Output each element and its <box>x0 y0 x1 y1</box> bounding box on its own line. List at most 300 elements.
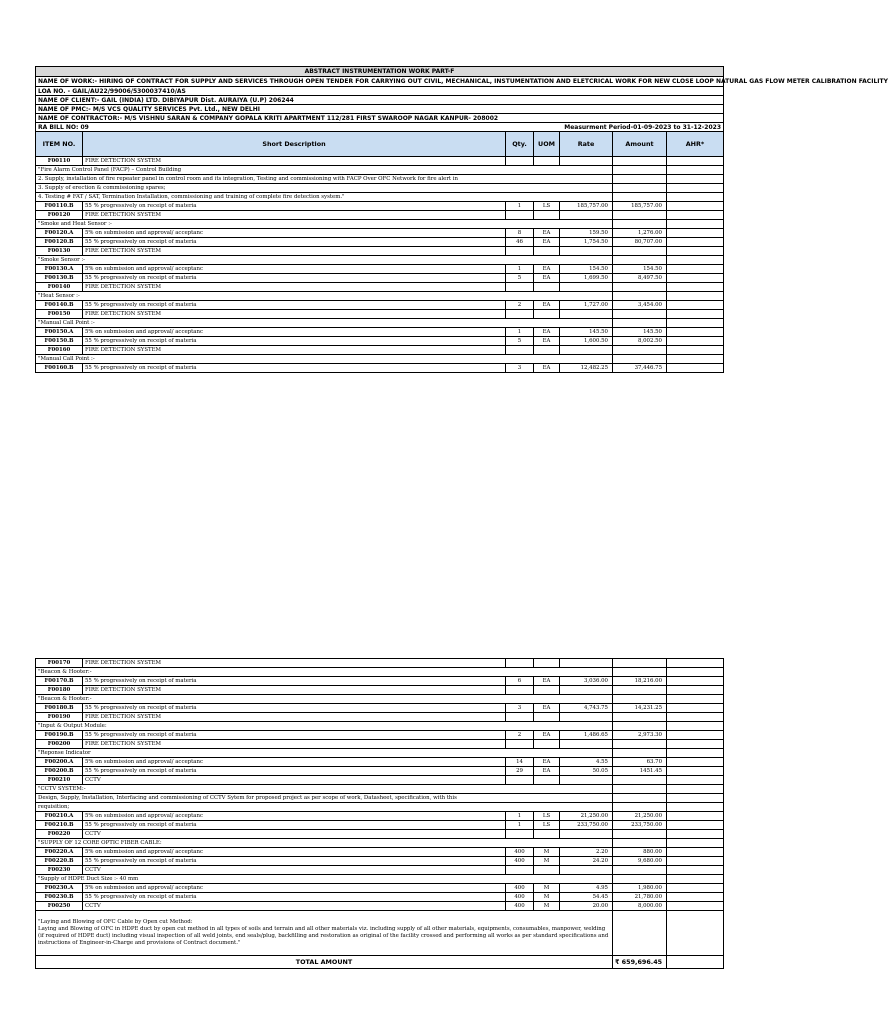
description-text-row <box>36 695 724 704</box>
item-ahr <box>667 830 724 839</box>
sheet-title: ABSTRACT INSTRUMENTATION WORK PART-F <box>36 67 724 77</box>
item-qty <box>506 776 534 785</box>
table-row <box>36 211 724 220</box>
table-row <box>36 301 724 310</box>
item-description: 55 % progressively on receipt of materia <box>83 238 506 247</box>
item-rate: 1,699.50 <box>560 274 613 283</box>
item-qty: 1 <box>506 328 534 337</box>
ra-bill-no: RA BILL NO: 09 <box>36 123 476 132</box>
item-ahr <box>667 848 724 857</box>
item-qty: 3 <box>506 704 534 713</box>
item-amount <box>613 247 667 256</box>
item-rate: 1,754.50 <box>560 238 613 247</box>
item-code: F00200.A <box>36 758 83 767</box>
item-uom: EA <box>534 328 560 337</box>
table-row <box>36 283 724 292</box>
item-uom: EA <box>534 301 560 310</box>
table-row <box>36 659 724 668</box>
item-qty: 14 <box>506 758 534 767</box>
table-row <box>36 812 724 821</box>
table-row <box>36 247 724 256</box>
item-rate <box>560 830 613 839</box>
item-description: 55 % progressively on receipt of materia <box>83 821 506 830</box>
item-qty <box>506 283 534 292</box>
measurement-period: Measurment Period-01-09-2023 to 31-12-2023 <box>476 123 724 132</box>
item-description: 5% on submission and approval/ acceptanc <box>83 812 506 821</box>
table-row <box>36 713 724 722</box>
item-ahr <box>667 758 724 767</box>
item-qty: 1 <box>506 202 534 211</box>
item-description: 5% on submission and approval/ acceptanc <box>83 758 506 767</box>
item-amount: 21,780.00 <box>613 893 667 902</box>
item-code: F00210 <box>36 776 83 785</box>
item-code: F00180.B <box>36 704 83 713</box>
item-code: F00200.B <box>36 767 83 776</box>
item-uom: M <box>534 893 560 902</box>
item-ahr <box>667 713 724 722</box>
total-row <box>36 956 724 969</box>
item-qty: 400 <box>506 857 534 866</box>
item-uom <box>534 659 560 668</box>
item-qty: 2 <box>506 731 534 740</box>
description-text: Design, Supply, Installation, Interfacing and commissioning of CCTV Sytem for proposed project as per scope of work, Datasheet, specification, with this <box>36 794 613 803</box>
item-description: FIRE DETECTION SYSTEM <box>83 157 506 166</box>
item-qty <box>506 866 534 875</box>
table-row <box>36 337 724 346</box>
item-description: 55 % progressively on receipt of materia <box>83 767 506 776</box>
table-row <box>36 686 724 695</box>
item-ahr <box>667 247 724 256</box>
item-qty <box>506 346 534 355</box>
item-qty <box>506 740 534 749</box>
item-description: 55 % progressively on receipt of materia <box>83 893 506 902</box>
item-amount <box>613 157 667 166</box>
item-uom <box>534 211 560 220</box>
table-row <box>36 364 724 373</box>
description-text-row <box>36 794 724 803</box>
item-ahr <box>667 731 724 740</box>
item-amount: 1,980.00 <box>613 884 667 893</box>
item-rate: 185,757.00 <box>560 202 613 211</box>
item-code: F00130 <box>36 247 83 256</box>
description-text: "Manual Call Point :- <box>36 355 613 364</box>
item-description: 55 % progressively on receipt of materia <box>83 677 506 686</box>
description-text: "CCTV SYSTEM:- <box>36 785 613 794</box>
item-rate: 4.55 <box>560 758 613 767</box>
item-qty: 1 <box>506 265 534 274</box>
item-code: F00250 <box>36 902 83 911</box>
item-qty <box>506 310 534 319</box>
item-uom <box>534 866 560 875</box>
item-amount: 14,231.25 <box>613 704 667 713</box>
item-ahr <box>667 364 724 373</box>
items-body-page-2 <box>36 659 724 911</box>
item-uom: EA <box>534 758 560 767</box>
item-ahr <box>667 274 724 283</box>
description-text-row <box>36 292 724 301</box>
item-rate <box>560 776 613 785</box>
item-uom: EA <box>534 229 560 238</box>
item-rate <box>560 283 613 292</box>
item-description: CCTV <box>83 902 506 911</box>
item-qty: 8 <box>506 229 534 238</box>
item-uom: EA <box>534 238 560 247</box>
description-text: "Beacon & Hooter:- <box>36 668 613 677</box>
table-row <box>36 274 724 283</box>
item-amount <box>613 310 667 319</box>
item-qty <box>506 157 534 166</box>
item-uom: LS <box>534 202 560 211</box>
item-code: F00140 <box>36 283 83 292</box>
table-row <box>36 328 724 337</box>
name-of-work: NAME OF WORK:- HIRING OF CONTRACT FOR SUPPLY AND SERVICES THROUGH OPEN TENDER FOR CARRYING OUT CIVIL, MECHANICAL, INSTUMENTATION AND ELETCRICAL WORK FOR NEW CLOSE LOOP NATURAL GAS FLOW METER CALIBRATION FACILITY <box>36 77 724 87</box>
description-text: "SUPPLY OF 12 CORE OPTIC FIBER CABLE: <box>36 839 613 848</box>
item-code: F00140.B <box>36 301 83 310</box>
item-code: F00160 <box>36 346 83 355</box>
item-code: F00180 <box>36 686 83 695</box>
item-ahr <box>667 857 724 866</box>
col-uom: UOM <box>534 132 560 157</box>
description-text-row <box>36 256 724 265</box>
item-amount <box>613 211 667 220</box>
item-qty: 46 <box>506 238 534 247</box>
item-uom: EA <box>534 704 560 713</box>
item-qty: 400 <box>506 848 534 857</box>
col-item-no: ITEM NO. <box>36 132 83 157</box>
item-description: FIRE DETECTION SYSTEM <box>83 283 506 292</box>
item-amount: 37,446.75 <box>613 364 667 373</box>
description-text-row <box>36 785 724 794</box>
item-amount: 21,250.00 <box>613 812 667 821</box>
item-qty: 6 <box>506 677 534 686</box>
description-text-row <box>36 193 724 202</box>
item-code: F00150.B <box>36 337 83 346</box>
item-rate <box>560 211 613 220</box>
item-qty: 400 <box>506 902 534 911</box>
item-uom <box>534 686 560 695</box>
item-qty: 3 <box>506 364 534 373</box>
col-amount: Amount <box>613 132 667 157</box>
item-uom: EA <box>534 274 560 283</box>
item-ahr <box>667 301 724 310</box>
table-row <box>36 848 724 857</box>
item-uom <box>534 830 560 839</box>
item-description: 5% on submission and approval/ acceptanc <box>83 848 506 857</box>
table-row <box>36 902 724 911</box>
item-ahr <box>667 337 724 346</box>
item-uom <box>534 740 560 749</box>
item-amount: 1451.45 <box>613 767 667 776</box>
item-rate: 1,600.50 <box>560 337 613 346</box>
item-uom <box>534 713 560 722</box>
item-rate: 4.95 <box>560 884 613 893</box>
item-uom: EA <box>534 364 560 373</box>
table-row <box>36 229 724 238</box>
item-code: F00230 <box>36 866 83 875</box>
description-text-row <box>36 875 724 884</box>
item-code: F00220.B <box>36 857 83 866</box>
item-rate <box>560 310 613 319</box>
item-rate: 145.50 <box>560 328 613 337</box>
item-code: F00120.B <box>36 238 83 247</box>
item-description: 55 % progressively on receipt of materia <box>83 301 506 310</box>
item-amount <box>613 740 667 749</box>
table-row <box>36 866 724 875</box>
item-ahr <box>667 229 724 238</box>
description-text: "Beacon & Hooter:- <box>36 695 613 704</box>
item-description: 55 % progressively on receipt of materia <box>83 202 506 211</box>
item-ahr <box>667 677 724 686</box>
item-amount: 185,757.00 <box>613 202 667 211</box>
item-amount <box>613 776 667 785</box>
item-uom <box>534 346 560 355</box>
item-code: F00230.B <box>36 893 83 902</box>
item-amount: 63.70 <box>613 758 667 767</box>
item-rate: 21,250.00 <box>560 812 613 821</box>
item-ahr <box>667 776 724 785</box>
item-description: 5% on submission and approval/ acceptanc <box>83 328 506 337</box>
item-description: FIRE DETECTION SYSTEM <box>83 686 506 695</box>
item-uom: M <box>534 902 560 911</box>
item-ahr <box>667 328 724 337</box>
description-text: "Input & Output Module: <box>36 722 613 731</box>
item-amount: 1,276.00 <box>613 229 667 238</box>
item-qty <box>506 830 534 839</box>
table-row <box>36 821 724 830</box>
table-row <box>36 767 724 776</box>
description-text: "Smoke and Heat Sensor :- <box>36 220 613 229</box>
item-code: F00130.B <box>36 274 83 283</box>
item-description: CCTV <box>83 830 506 839</box>
item-ahr <box>667 686 724 695</box>
description-text: "Manual Call Point :- <box>36 319 613 328</box>
description-text-row <box>36 319 724 328</box>
item-amount: 154.50 <box>613 265 667 274</box>
description-text: "Reponse Indicator <box>36 749 613 758</box>
item-description: CCTV <box>83 776 506 785</box>
col-description: Short Description <box>83 132 506 157</box>
item-code: F00170.B <box>36 677 83 686</box>
item-code: F00210.B <box>36 821 83 830</box>
item-amount: 8,497.50 <box>613 274 667 283</box>
item-uom: EA <box>534 337 560 346</box>
item-description: 55 % progressively on receipt of materia <box>83 337 506 346</box>
table-row <box>36 830 724 839</box>
item-rate: 12,482.25 <box>560 364 613 373</box>
item-amount: 9,680.00 <box>613 857 667 866</box>
table-row <box>36 704 724 713</box>
total-label: TOTAL AMOUNT <box>36 956 613 969</box>
item-qty: 29 <box>506 767 534 776</box>
item-qty: 400 <box>506 884 534 893</box>
table-row <box>36 740 724 749</box>
item-uom: EA <box>534 265 560 274</box>
item-description: 55 % progressively on receipt of materia <box>83 857 506 866</box>
item-rate: 54.45 <box>560 893 613 902</box>
item-uom: EA <box>534 677 560 686</box>
item-amount <box>613 866 667 875</box>
item-rate: 24.20 <box>560 857 613 866</box>
item-qty: 2 <box>506 301 534 310</box>
item-description: 5% on submission and approval/ acceptanc <box>83 229 506 238</box>
item-amount: 18,216.00 <box>613 677 667 686</box>
item-code: F00150.A <box>36 328 83 337</box>
table-row <box>36 857 724 866</box>
description-text-row <box>36 722 724 731</box>
item-description: FIRE DETECTION SYSTEM <box>83 346 506 355</box>
col-ahr: AHR* <box>667 132 724 157</box>
item-ahr <box>667 310 724 319</box>
table-row <box>36 758 724 767</box>
item-ahr <box>667 866 724 875</box>
item-amount: 8,002.50 <box>613 337 667 346</box>
description-text-row <box>36 355 724 364</box>
item-description: 5% on submission and approval/ acceptanc <box>83 884 506 893</box>
item-amount: 8,000.00 <box>613 902 667 911</box>
item-rate <box>560 740 613 749</box>
item-description: FIRE DETECTION SYSTEM <box>83 211 506 220</box>
item-code: F00120.A <box>36 229 83 238</box>
total-amount: ₹ 659,696.45 <box>613 956 667 969</box>
item-uom: M <box>534 884 560 893</box>
description-text: "Fire Alarm Control Panel (FACP) – Control Building <box>36 166 613 175</box>
table-row <box>36 157 724 166</box>
col-rate: Rate <box>560 132 613 157</box>
item-rate: 20.00 <box>560 902 613 911</box>
description-text-row <box>36 175 724 184</box>
item-rate <box>560 247 613 256</box>
item-ahr <box>667 659 724 668</box>
item-amount <box>613 686 667 695</box>
table-row <box>36 776 724 785</box>
item-ahr <box>667 893 724 902</box>
item-description: FIRE DETECTION SYSTEM <box>83 740 506 749</box>
item-description: 55 % progressively on receipt of materia <box>83 364 506 373</box>
item-ahr <box>667 902 724 911</box>
item-uom: M <box>534 848 560 857</box>
header-table <box>35 66 888 123</box>
item-amount <box>613 713 667 722</box>
item-amount: 880.00 <box>613 848 667 857</box>
item-rate: 1,727.00 <box>560 301 613 310</box>
item-code: F00110 <box>36 157 83 166</box>
item-ahr <box>667 812 724 821</box>
item-uom <box>534 283 560 292</box>
item-code: F00190.B <box>36 731 83 740</box>
item-ahr <box>667 884 724 893</box>
description-text-row <box>36 220 724 229</box>
table-row <box>36 202 724 211</box>
description-text: "Supply of HDPE Duct Size :- 40 mm <box>36 875 613 884</box>
abstract-sheet-page-1 <box>35 66 888 373</box>
item-ahr <box>667 157 724 166</box>
item-rate: 1,486.65 <box>560 731 613 740</box>
table-row <box>36 265 724 274</box>
item-qty <box>506 247 534 256</box>
item-code: F00190 <box>36 713 83 722</box>
item-code: F00210.A <box>36 812 83 821</box>
item-uom: EA <box>534 767 560 776</box>
item-amount: 145.50 <box>613 328 667 337</box>
item-uom: LS <box>534 821 560 830</box>
item-rate: 233,750.00 <box>560 821 613 830</box>
item-uom <box>534 247 560 256</box>
final-description: "Laying and Blowing of OFC Cable by Open cut Method: Laying and Blowing of OFC in HDPE duct by open cut method in all types of soils and terrain and all other materials viz. including supply of all other materials, equipments, consumables, manpower, welding (if required of HDPE duct) including visual inspection of all weld joints, end seals/plug, backfilling and restoration as original of the facility crossed and performing all works as per standard specifications and instructions of Engineer-in-Charge and provisions of Contract document." <box>36 911 613 956</box>
item-code: F00200 <box>36 740 83 749</box>
item-amount <box>613 283 667 292</box>
table-row <box>36 346 724 355</box>
item-code: F00230.A <box>36 884 83 893</box>
description-text: 3. Supply of erection & commissioning spares; <box>36 184 613 193</box>
item-description: 55 % progressively on receipt of materia <box>83 731 506 740</box>
description-text: 2. Supply, installation of fire repeater panel in control room and its integration, Testing and commissioning with FACP Over OFC Network for fire alert in <box>36 175 613 184</box>
items-table-page-2 <box>35 658 724 969</box>
description-text: 4. Testing # FAT / SAT, Termination Installation, commissioning and training of complete fire detection system." <box>36 193 613 202</box>
item-rate: 3,036.00 <box>560 677 613 686</box>
item-code: F00220 <box>36 830 83 839</box>
item-rate <box>560 686 613 695</box>
description-text-row <box>36 166 724 175</box>
item-description: 5% on submission and approval/ acceptanc <box>83 265 506 274</box>
item-code: F00220.A <box>36 848 83 857</box>
client-name: NAME OF CLIENT:- GAIL (INDIA) LTD. DIBIYAPUR Dist. AURAIYA (U.P) 206244 <box>36 96 724 105</box>
item-amount: 2,973.30 <box>613 731 667 740</box>
item-qty <box>506 686 534 695</box>
item-code: F00170 <box>36 659 83 668</box>
item-uom <box>534 157 560 166</box>
contractor-name: NAME OF CONTRACTOR:- M/S VISHNU SARAN & COMPANY GOPALA KRITI APARTMENT 112/281 FIRST SWAROOP NAGAR KANPUR- 208002 <box>36 114 724 123</box>
table-row <box>36 731 724 740</box>
item-amount <box>613 659 667 668</box>
items-body-page-1 <box>36 157 724 373</box>
item-ahr <box>667 767 724 776</box>
item-rate: 50.05 <box>560 767 613 776</box>
item-qty <box>506 659 534 668</box>
item-ahr <box>667 265 724 274</box>
item-ahr <box>667 211 724 220</box>
loa-no: LOA NO. - GAIL/AU22/99006/5300037410/AS <box>36 87 724 96</box>
item-rate <box>560 346 613 355</box>
item-code: F00110.B <box>36 202 83 211</box>
item-amount <box>613 830 667 839</box>
item-code: F00120 <box>36 211 83 220</box>
item-qty: 1 <box>506 821 534 830</box>
item-description: FIRE DETECTION SYSTEM <box>83 713 506 722</box>
item-rate: 2.20 <box>560 848 613 857</box>
item-description: 55 % progressively on receipt of materia <box>83 274 506 283</box>
item-uom: M <box>534 857 560 866</box>
item-code: F00130.A <box>36 265 83 274</box>
item-amount: 233,750.00 <box>613 821 667 830</box>
item-uom <box>534 776 560 785</box>
item-ahr <box>667 283 724 292</box>
item-uom: EA <box>534 731 560 740</box>
table-row <box>36 884 724 893</box>
item-uom <box>534 310 560 319</box>
item-description: 55 % progressively on receipt of materia <box>83 704 506 713</box>
item-rate: 4,743.75 <box>560 704 613 713</box>
table-row <box>36 677 724 686</box>
item-amount: 3,454.00 <box>613 301 667 310</box>
item-amount: 80,707.00 <box>613 238 667 247</box>
description-text: "Smoke Sensor :- <box>36 256 613 265</box>
description-text-row <box>36 803 724 812</box>
item-qty: 1 <box>506 812 534 821</box>
abstract-sheet-page-2 <box>35 658 723 969</box>
item-ahr <box>667 740 724 749</box>
item-description: FIRE DETECTION SYSTEM <box>83 310 506 319</box>
item-ahr <box>667 238 724 247</box>
